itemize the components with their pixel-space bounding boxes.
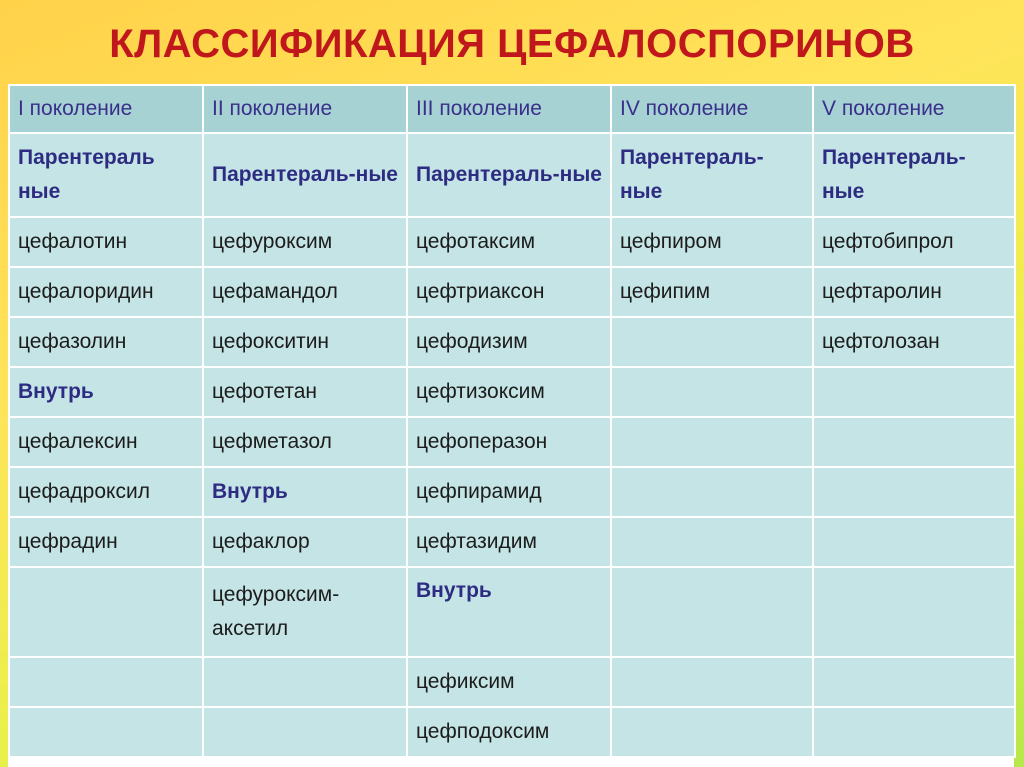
table-cell: цефалексин	[9, 417, 203, 467]
table-cell: цефподоксим	[407, 707, 611, 757]
table-cell: цефалотин	[9, 217, 203, 267]
table-cell	[611, 417, 813, 467]
table-cell: цефметазол	[203, 417, 407, 467]
table-cell-subheading: Парентераль-ные	[813, 133, 1015, 217]
table-cell: цефотаксим	[407, 217, 611, 267]
table-cell: цефоперазон	[407, 417, 611, 467]
header-gen-4: IV поколение	[611, 85, 813, 133]
classification-table-container	[8, 84, 1014, 767]
table-cell-subheading: Внутрь	[203, 467, 407, 517]
header-gen-1: I поколение	[9, 85, 203, 133]
table-row	[9, 467, 1015, 517]
table-cell: цефотетан	[203, 367, 407, 417]
table-cell	[611, 367, 813, 417]
table-cell	[611, 567, 813, 657]
table-cell: цефиксим	[407, 657, 611, 707]
table-cell: цефазолин	[9, 317, 203, 367]
table-cell: цефамандол	[203, 267, 407, 317]
table-cell: цефуроксим	[203, 217, 407, 267]
table-cell	[9, 567, 203, 657]
table-cell: цефалоридин	[9, 267, 203, 317]
table-cell	[813, 707, 1015, 757]
table-row	[9, 517, 1015, 567]
table-cell: цефпиром	[611, 217, 813, 267]
page-title: КЛАССИФИКАЦИЯ ЦЕФАЛОСПОРИНОВ	[109, 22, 915, 66]
table-cell-subheading: Внутрь	[9, 367, 203, 417]
table-row	[9, 417, 1015, 467]
table-cell	[813, 367, 1015, 417]
table-cell-subheading: Парентераль-ные	[611, 133, 813, 217]
table-cell	[611, 317, 813, 367]
table-cell	[203, 657, 407, 707]
classification-table	[8, 84, 1016, 758]
table-cell: цефпирамид	[407, 467, 611, 517]
table-row	[9, 567, 1015, 657]
table-cell: цефадроксил	[9, 467, 203, 517]
table-cell	[611, 657, 813, 707]
table-cell	[9, 657, 203, 707]
table-cell	[611, 467, 813, 517]
header-gen-3: III поколение	[407, 85, 611, 133]
header-gen-5: V поколение	[813, 85, 1015, 133]
table-cell-subheading: Парентераль-ные	[407, 133, 611, 217]
table-row	[9, 133, 1015, 217]
table-cell	[9, 707, 203, 757]
table-row	[9, 317, 1015, 367]
table-header-row	[9, 85, 1015, 133]
table-cell: цефаклор	[203, 517, 407, 567]
table-cell-subheading: Внутрь	[407, 567, 611, 657]
table-cell: цефтриаксон	[407, 267, 611, 317]
table-cell-subheading: Парентераль-ные	[203, 133, 407, 217]
table-cell: цефтазидим	[407, 517, 611, 567]
table-cell: цефипим	[611, 267, 813, 317]
table-cell: цефрадин	[9, 517, 203, 567]
table-row	[9, 657, 1015, 707]
table-row	[9, 707, 1015, 757]
table-cell: цефодизим	[407, 317, 611, 367]
table-row	[9, 267, 1015, 317]
table-cell: цефуроксим-аксетил	[203, 567, 407, 657]
table-cell-subheading: Парентераль ные	[9, 133, 203, 217]
table-cell	[813, 467, 1015, 517]
table-cell: цефтолозан	[813, 317, 1015, 367]
table-cell: цефтаролин	[813, 267, 1015, 317]
table-cell	[813, 567, 1015, 657]
table-row	[9, 217, 1015, 267]
table-row	[9, 367, 1015, 417]
table-cell	[611, 707, 813, 757]
table-cell: цефтобипрол	[813, 217, 1015, 267]
table-cell: цефтизоксим	[407, 367, 611, 417]
table-cell	[203, 707, 407, 757]
table-cell	[813, 517, 1015, 567]
table-cell	[813, 657, 1015, 707]
table-cell	[611, 517, 813, 567]
table-cell: цефокситин	[203, 317, 407, 367]
table-cell	[813, 417, 1015, 467]
header-gen-2: II поколение	[203, 85, 407, 133]
